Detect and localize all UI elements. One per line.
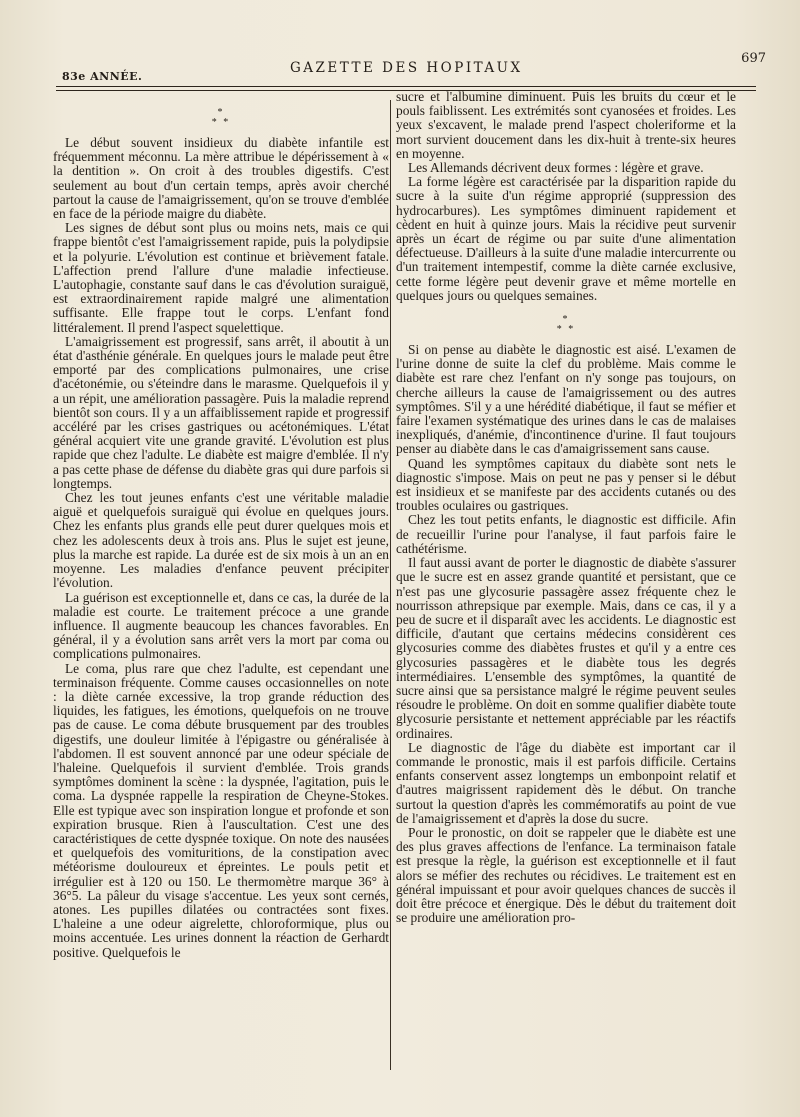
paragraph: La guérison est exceptionnelle et, dans ce cas, la durée de la maladie est courte. Le traitement précoce a une grande influence. Il augmente beaucoup les chances favorables. En général, il y a évolution sans arrêt vers la mort par coma ou complications pulmonaires. [53,589,389,662]
separator-star: * [562,314,570,326]
paragraph: Le début souvent insidieux du diabète infantile est fréquemment méconnu. La mère attribue le dépérissement à « la dentition ». On croit à des troubles digestifs. C'est seulement au bout d'un certain temps, après avoir cherché partout la cause de l'amaigrissement, qu'on se trouve d'emblée en face de la période maigre du diabète. [53,135,389,222]
separator-stars: * * [556,324,576,336]
paragraph: Pour le pronostic, on doit se rappeler que le diabète est une des plus graves affections de l'enfance. La terminaison fatale est presque la règle, la guérison est exceptionnelle et il faut alors se méfier des rechutes ou récidives. Le traitement est en général impuissant et pour avoir quelques chances de succès il doit être précoce et énergique. Dès le début du traitement doit se produire une amélioration pro- [396,824,736,926]
paragraph: Chez les tout petits enfants, le diagnostic est difficile. Afin de recueillir l'urine pour l'analyse, il faut parfois faire le cathétérisme. [396,512,736,556]
section-separator [53,108,389,128]
page-number: 697 [741,51,766,66]
paragraph: Quand les symptômes capitaux du diabète sont nets le diagnostic s'impose. Mais on peut ne pas y penser si le début est insidieux et se manifeste par des accidents cutanés ou des troubles oculaires ou gastriques. [396,455,736,514]
paragraph: La forme légère est caractérisée par la disparition rapide du sucre à la suite d'un régime approprié (suppression des hydrocarbures). Les symptômes diminuent rapidement et cèdent en huit à quinze jours. Mais la récidive peut survenir après un écart de régime ou par suite d'une alimentation défectueuse. D'ailleurs à la suite d'une maladie intercurrente ou d'un traitement intempestif, comme la diète carnée exclusive, cette forme légère peut devenir grave et même mortelle en quelques jours ou quelques semaines. [396,174,736,303]
paragraph: sucre et l'albumine diminuent. Puis les bruits du cœur et le pouls faiblissent. Les extrémités sont cyanosées et froides. Les yeux s'excavent, le malade prend l'aspect choleriforme et la mort survient doucement dans les dix-huit à trente-six heures en moyenne. [396,89,736,161]
issue-year: 83e ANNÉE. [62,70,143,83]
journal-title: GAZETTE DES HOPITAUX [290,60,523,76]
header-rule [56,86,756,87]
paragraph: L'amaigrissement est progressif, sans arrêt, il aboutit à un état d'asthénie générale. En quelques jours le malade peut être emporté par des complications pulmonaires, une crise d'acétonémie, ou s'éteindre dans le marasme. Quelquefois il y a un répit, une amélioration passagère. Puis la maladie reprend bientôt son cours. Il y a un affaiblissement rapide et progressif accéléré par les crises gastriques ou acétonémiques. L'état général acquiert vite une grande gravité. L'évolution est plus rapide que chez l'adulte. Le diabète est maigre d'emblée. Il n'y a pas cette phase de défense du diabète gras qui dure parfois si longtemps. [53,333,389,491]
separator-star: * [217,107,225,118]
paragraph: Les Allemands décrivent deux formes : légère et grave. [408,160,704,176]
paragraph: Si on pense au diabète le diagnostic est aisé. L'examen de l'urine donne de suite la clef du problème. Mais comme le diabète est rare chez l'enfant on n'y songe pas toujours, on cherche ailleurs la cause de l'amaigrissement ou des autres symptômes. S'il y a une hérédité diabétique, il faut se méfier et faire l'examen systématique des urines dans le cas de malaises inexpliqués, d'anémie, d'incontinence d'urine. Il faut toujours penser au diabète dans le cas d'amaigrissement sans cause. [396,342,736,457]
paragraph: Le coma, plus rare que chez l'adulte, est cependant une terminaison fréquente. Comme causes occasionnelles on note : la diète carnée excessive, la trop grande réduction des liquides, les fatigues, les émotions, quelquefois on ne trouve pas de cause. Le coma débute brusquement par des troubles digestifs, une douleur limitée à l'épigastre ou généralisée à l'abdomen. Il est souvent annoncé par une odeur spéciale de l'haleine. Quelquefois il survient d'emblée. Trois grands symptômes dominent la scène : la dyspnée, l'agitation, puis le coma. La dyspnée rappelle la respiration de Cheyne-Stokes. Elle est typique avec son inspiration longue et profonde et son expiration brusque. Rien à l'auscultation. C'est une des caractéristiques de cette dyspnée toxique. On note des nausées et quelquefois des vomituritions, de la constipation avec météorisme douloureux et épreintes. Le pouls petit et irrégulier est à 120 ou 150. Le thermomètre marque 36° à 36°5. La pâleur du visage s'accentue. Les yeux sont cernés, atones. Les pupilles dilatées ou contractées sont fixes. L'haleine a une odeur aigrelette, chloroformique, plus ou moins accentuée. Les urines donnent la réaction de Gerhardt positive. Quelquefois le [53,660,389,960]
paragraph: Le diagnostic de l'âge du diabète est important car il commande le pronostic, mais il est parfois difficile. Certains enfants conservent assez longtemps un embonpoint relatif et d'autres maigrissent rapidement dès le début. On tranche surtout la question d'après les commémoratifs au point de vue de l'amaigrissement et d'après la dose du sucre. [396,739,736,826]
page-header [40,48,766,94]
paragraph: Il faut aussi avant de porter le diagnostic de diabète s'assurer que le sucre est en assez grande quantité et persistant, que ce n'est pas une glycosurie passagère assez fréquente chez le nourrisson athrepsique par exemple. Mais, dans ce cas, il y a peu de sucre et il disparaît avec les accidents. Le diagnostic est difficile, d'autant que certains médecins considèrent ces glycosuries comme des diabètes frustes et qu'il y a entre ces glycosuries passagères et le diabète tous les degrés intermédiaires. L'ensemble des symptômes, la quantité de sucre ainsi que sa persistance malgré le régime peuvent seules résoudre le problème. On doit en somme qualifier diabète toute glycosurie persistante et nettement appréciable par les réactifs ordinaires. [396,555,736,741]
left-column [53,104,389,960]
section-separator [396,315,736,335]
separator-stars: * * [211,117,231,128]
paragraph: Les signes de début sont plus ou moins nets, mais ce qui frappe bientôt c'est l'amaigrissement rapide, puis la polydipsie et la polyurie. L'évolution est continue et brièvement fatale. L'affection prend l'allure d'une maladie infectieuse. L'autophagie, constante sauf dans le cas d'évolution suraiguë, est extraordinairement rapide malgré une alimentation suffisante. Elle frappe tout le corps. L'enfant fond littéralement. Il prend l'aspect squelettique. [53,220,389,335]
column-divider [390,100,391,1070]
right-column [396,90,736,925]
paragraph: Chez les tout jeunes enfants c'est une véritable maladie aiguë et quelquefois suraiguë qui évolue en quelques jours. Chez les enfants plus grands elle peut durer quelques mois et chez les adolescents deux à trois ans. Plus le sujet est jeune, plus la marche est rapide. La durée est de six mois à un an en moyenne. Les maladies d'enfance peuvent précipiter l'évolution. [53,490,389,591]
